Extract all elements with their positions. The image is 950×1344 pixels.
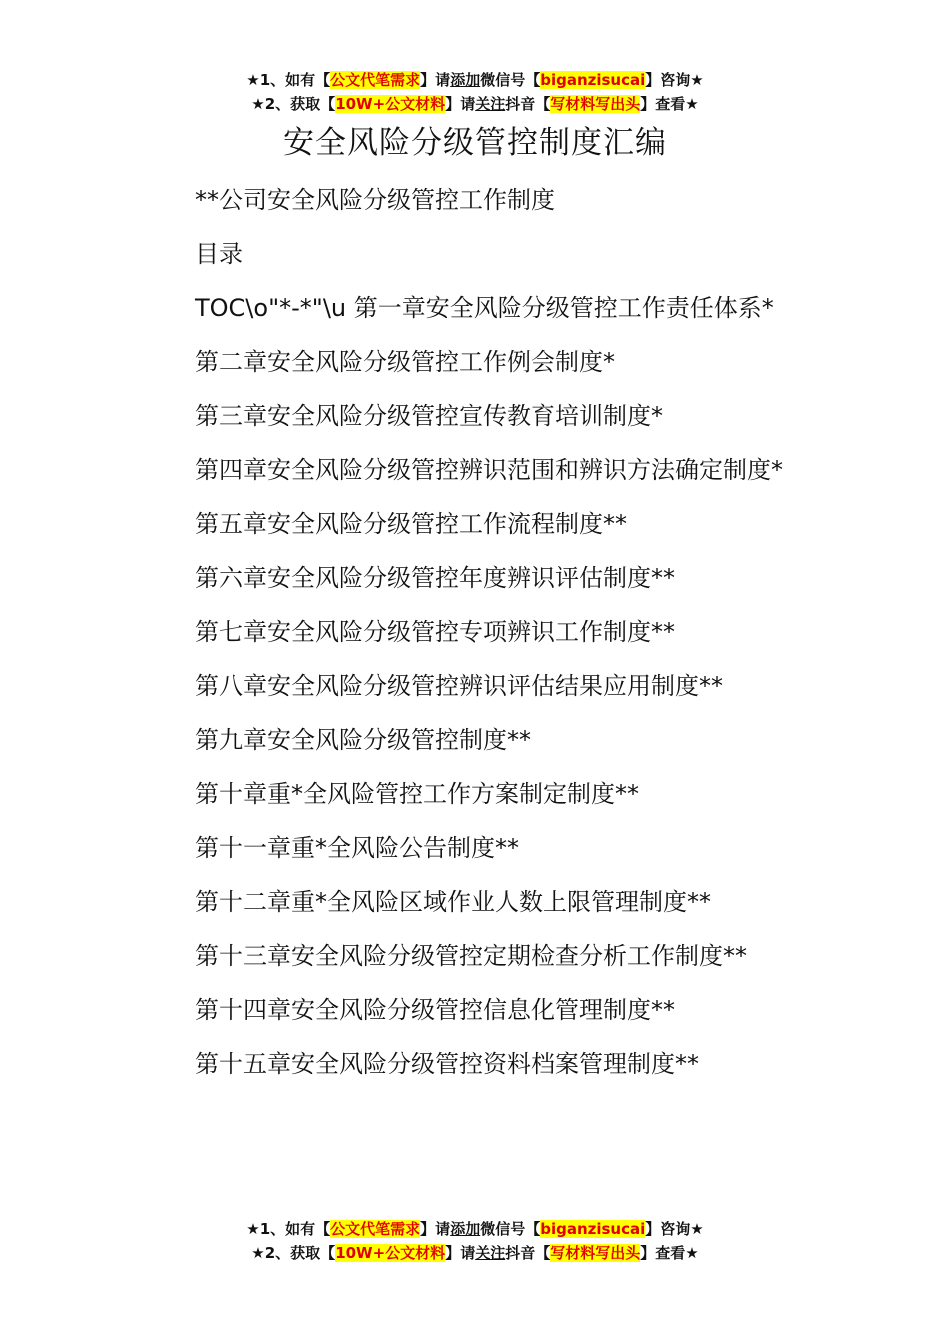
header-banner xyxy=(0,68,950,116)
toc-entry: 第八章安全风险分级管控辨识评估结果应用制度** xyxy=(195,672,723,700)
toc-entry: 第十一章重*全风险公告制度** xyxy=(195,834,519,862)
toc-entry: 第九章安全风险分级管控制度** xyxy=(195,726,531,754)
footer-banner xyxy=(0,1217,950,1265)
toc-entry: 第十二章重*全风险区域作业人数上限管理制度** xyxy=(195,888,711,916)
banner-highlight-douyin: 写材料写出头 xyxy=(550,1244,641,1262)
banner-highlight-service: 公文代笔需求 xyxy=(330,1220,421,1238)
toc-entry: 第二章安全风险分级管控工作例会制度* xyxy=(195,348,615,376)
toc-entry: 第十四章安全风险分级管控信息化管理制度** xyxy=(195,996,675,1024)
toc-entry: 第十章重*全风险管控工作方案制定制度** xyxy=(195,780,639,808)
banner-line-1: ★1、如有【公文代笔需求】请添加微信号【biganzisucai】咨询★ xyxy=(246,1220,704,1238)
document-body xyxy=(145,176,807,1094)
toc-entry: 第三章安全风险分级管控宣传教育培训制度* xyxy=(195,402,663,430)
banner-line-2: ★2、获取【10W+公文材料】请关注抖音【写材料写出头】查看★ xyxy=(251,95,699,113)
document-title: 安全风险分级管控制度汇编 xyxy=(283,125,667,161)
toc-entry: TOC\o"*-*"\u 第一章安全风险分级管控工作责任体系* xyxy=(195,294,774,322)
toc-entry: 第十三章安全风险分级管控定期检查分析工作制度** xyxy=(195,942,747,970)
toc-entry: 第五章安全风险分级管控工作流程制度** xyxy=(195,510,627,538)
banner-highlight-materials: 10W+公文材料 xyxy=(335,95,446,113)
toc-entry: 第十五章安全风险分级管控资料档案管理制度** xyxy=(195,1050,699,1078)
toc-entry: 第六章安全风险分级管控年度辨识评估制度** xyxy=(195,564,675,592)
toc-entry: 第七章安全风险分级管控专项辨识工作制度** xyxy=(195,618,675,646)
company-heading: **公司安全风险分级管控工作制度 xyxy=(195,186,555,214)
banner-highlight-douyin: 写材料写出头 xyxy=(550,95,641,113)
banner-highlight-materials: 10W+公文材料 xyxy=(335,1244,446,1262)
banner-highlight-wechat-id: biganzisucai xyxy=(540,71,646,89)
banner-line-2: ★2、获取【10W+公文材料】请关注抖音【写材料写出头】查看★ xyxy=(251,1244,699,1262)
banner-highlight-service: 公文代笔需求 xyxy=(330,71,421,89)
banner-highlight-wechat-id: biganzisucai xyxy=(540,1220,646,1238)
toc-heading: 目录 xyxy=(195,240,243,268)
banner-line-1: ★1、如有【公文代笔需求】请添加微信号【biganzisucai】咨询★ xyxy=(246,71,704,89)
toc-entry: 第四章安全风险分级管控辨识范围和辨识方法确定制度* xyxy=(195,456,783,484)
